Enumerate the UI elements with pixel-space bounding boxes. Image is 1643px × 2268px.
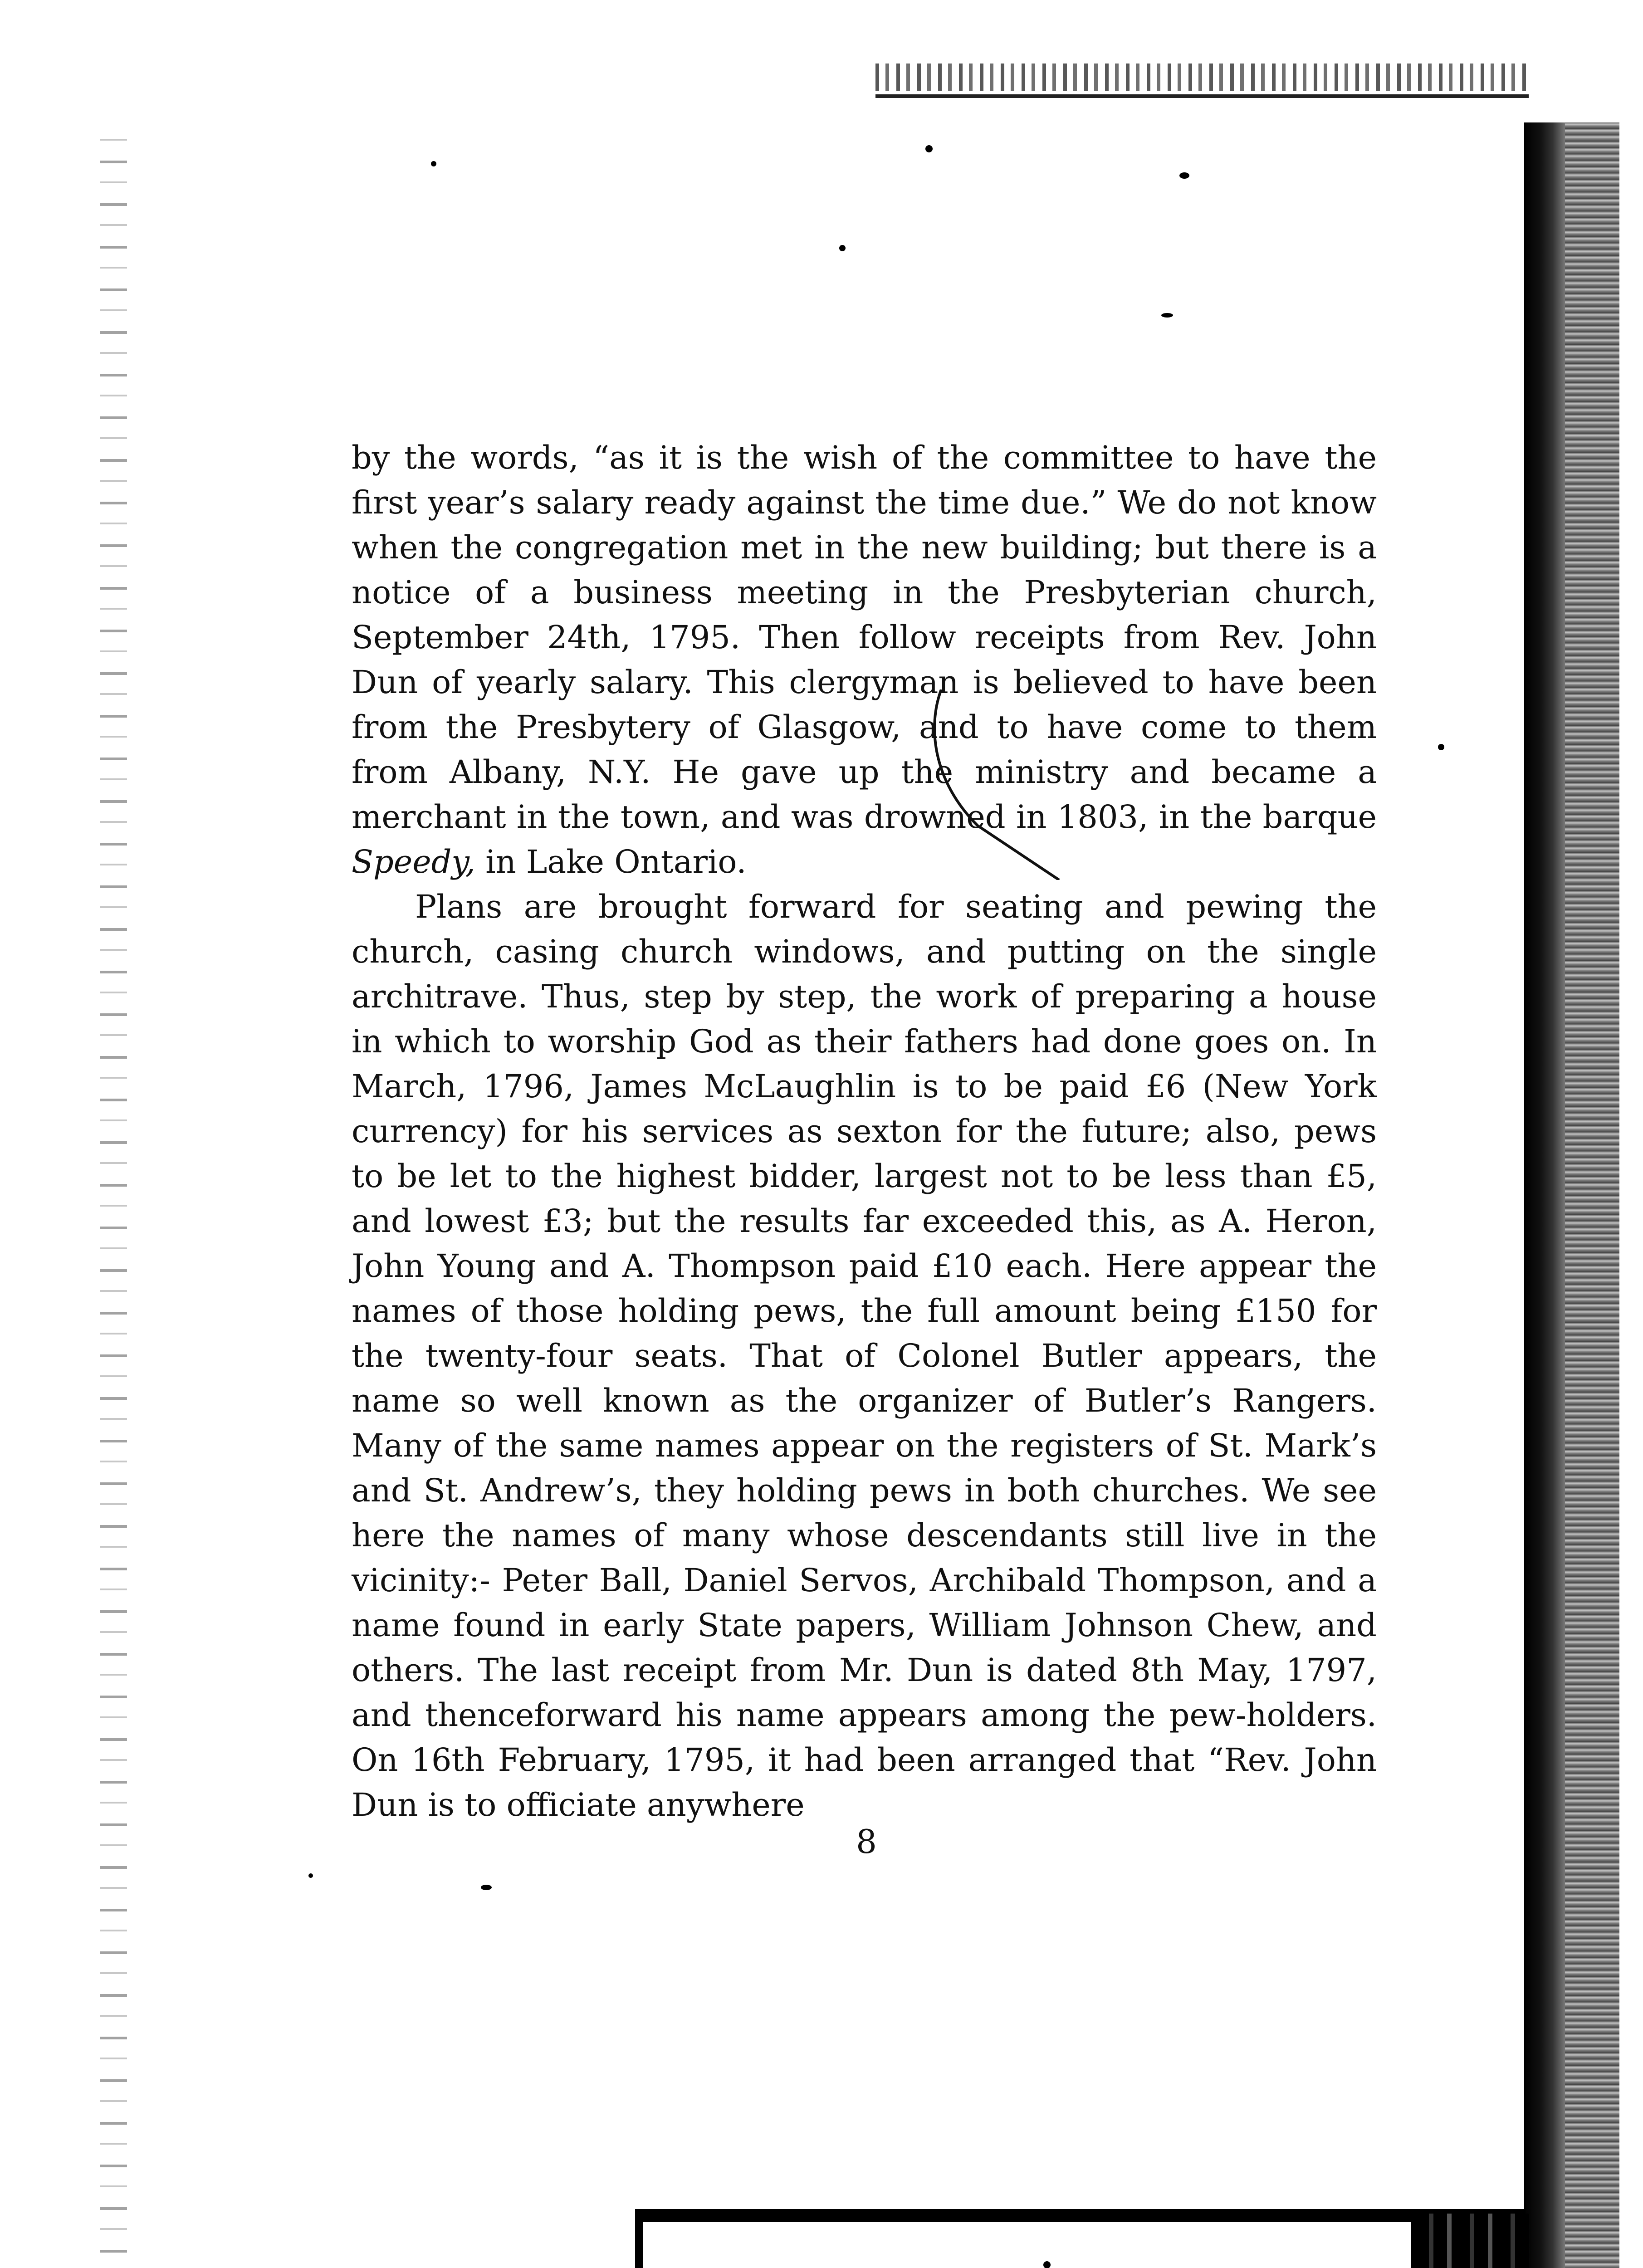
speck [308,1873,313,1878]
right-edge-shadow [1524,122,1565,2268]
speck [1438,744,1444,750]
bottom-edge-bar [635,2209,1524,2222]
ship-name: Speedy, [352,843,475,880]
bottom-right-binding [1411,2214,1529,2268]
paragraph-1-text: by the words, “as it is the wish of the committee to have the first year’s salary ready against the time due.” We do not know when the congregation met in the new building; but there is a notice of a business meeting in the Presbyterian church, September 24th, 1795. Then follow receipts from Rev. John Dun of yearly salary. This clergyman is believed to have been from the Presbytery of Glasgow, and to have come to them from Albany, N.Y. He gave up the ministry and became a merchant in the town, and was drowned in 1803, in the barque [352,439,1377,836]
paragraph-2: Plans are brought forward for seating and pewing the church, casing church windows, and putting on the single architrave. Thus, step by step, the work of preparing a house in which to worship God as their fathers had done goes on. In March, 1796, James McLaughlin is to be paid £6 (New York currency) for his services as sexton for the future; also, pews to be let to the highest bidder, largest not to be less than £5, and lowest £3; but the results far exceeded this, as A. Heron, John Young and A. Thompson paid £10 each. Here appear the names of those holding pews, the full amount being £150 for the twenty-four seats. That of Colonel Butler appears, the name so well known as the organizer of Butler’s Rangers. Many of the same names appear on the registers of St. Mark’s and St. Andrew’s, they holding pews in both churches. We see here the names of many whose descendants still live in the vicinity:- Peter Ball, Daniel Servos, Archibald Thompson, and a name found in early State papers, William Johnson Chew, and others. The last receipt from Mr. Dun is dated 8th May, 1797, and thenceforward his name appears among the pew-holders. On 16th February, 1795, it had been arranged that “Rev. John Dun is to officiate anywhere [352,888,1377,1823]
page-number: 8 [856,1823,877,1861]
speck [925,145,933,152]
speck [481,1885,492,1890]
speck [839,245,846,251]
paragraph-1 [352,435,1377,885]
left-edge-scan-artifact [100,136,127,2268]
top-edge-line [875,94,1529,98]
right-edge-binding [1565,122,1619,2268]
ship-location: in Lake Ontario. [475,843,747,880]
top-edge-scan-artifact [875,64,1529,91]
speck [431,161,436,166]
bottom-edge-bar-left [635,2209,643,2268]
speck [1161,313,1173,318]
speck [1043,2261,1051,2268]
speck [1179,172,1189,179]
body-text [352,435,1377,1828]
